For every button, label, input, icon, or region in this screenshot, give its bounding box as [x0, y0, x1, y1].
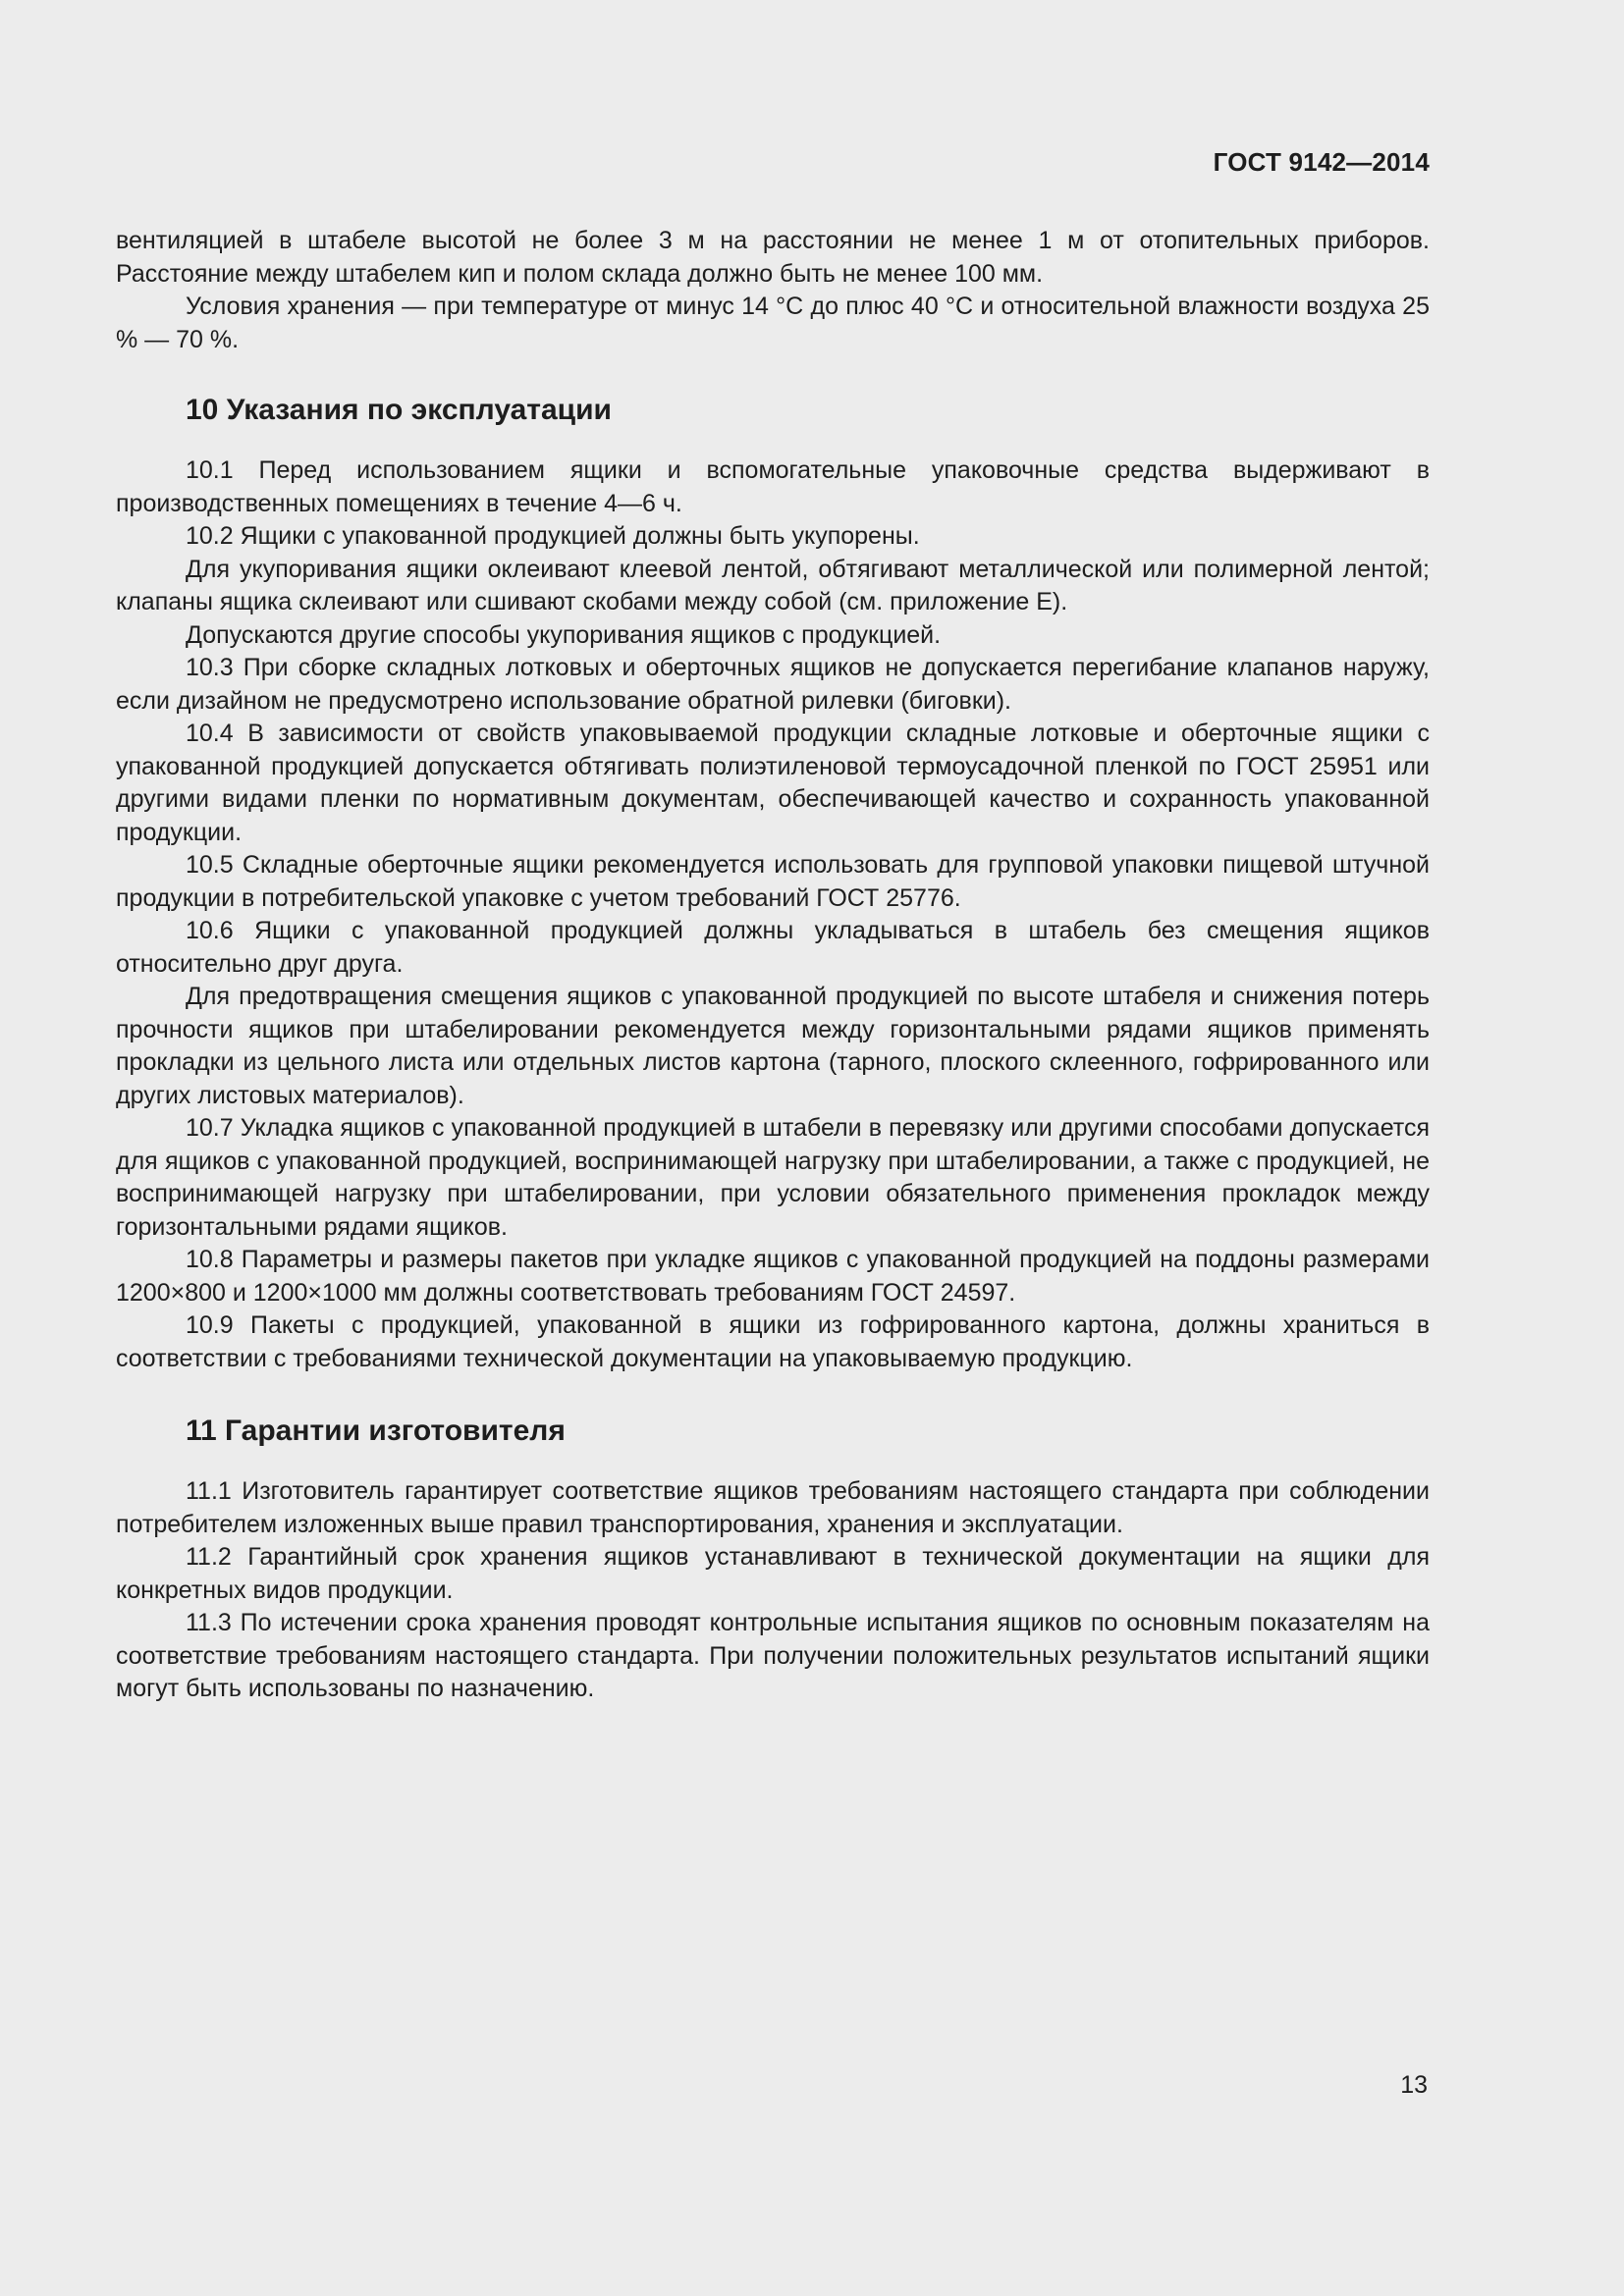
section-10-paragraph: Для укупоривания ящики оклеивают клеевой лентой, обтягивают металлической или полимерной лентой; клапаны ящика склеивают или сшивают скобами между собой (см. приложение Е).: [116, 555, 1430, 615]
section-10-paragraph: 10.8 Параметры и размеры пакетов при укладке ящиков с упакованной продукцией на поддоны размерами 1200×800 и 1200×1000 мм должны соответствовать требованиям ГОСТ 24597.: [116, 1246, 1430, 1307]
section-10-paragraph: 10.6 Ящики с упакованной продукцией должны укладываться в штабель без смещения ящиков относительно друг друга.: [116, 917, 1430, 978]
section-10-paragraph: 10.7 Укладка ящиков с упакованной продукцией в штабели в перевязку или другими способами допускается для ящиков с упакованной продукцией, воспринимающей нагрузку при штабелировании, а также с продукцией, не воспринимающей нагрузку при штабелировании, при условии обязательного применения прокладок между горизонтальными рядами ящиков.: [116, 1114, 1430, 1241]
section-10-paragraph: 10.5 Складные оберточные ящики рекомендуется использовать для групповой упаковки пищевой штучной продукции в потребительской упаковке с учетом требований ГОСТ 25776.: [116, 851, 1430, 912]
section-11-paragraph: 11.1 Изготовитель гарантирует соответствие ящиков требованиям настоящего стандарта при соблюдении потребителем изложенных выше правил транспортирования, хранения и эксплуатации.: [116, 1477, 1430, 1538]
page-number: 13: [1400, 2071, 1428, 2099]
section-10-paragraph: 10.9 Пакеты с продукцией, упакованной в ящики из гофрированного картона, должны храниться в соответствии с требованиями технической документации на упаковываемую продукцию.: [116, 1311, 1430, 1372]
section-10-paragraph: 10.3 При сборке складных лотковых и оберточных ящиков не допускается перегибание клапанов наружу, если дизайном не предусмотрено использование обратной рилевки (биговки).: [116, 654, 1430, 715]
section-11-paragraph: 11.2 Гарантийный срок хранения ящиков устанавливают в технической документации на ящики для конкретных видов продукции.: [116, 1543, 1430, 1604]
section-11-heading: 11 Гарантии изготовителя: [186, 1415, 566, 1447]
section-10-paragraph: Допускаются другие способы укупоривания ящиков с продукцией.: [186, 620, 942, 649]
section-10-paragraph: 10.4 В зависимости от свойств упаковываемой продукции складные лотковые и оберточные ящики с упакованной продукцией допускается обтягивать полиэтиленовой термоусадочной пленкой по ГОСТ 25951 или другими видами пленки по нормативным документам, обеспечивающей качество и сохранность упакованной продукции.: [116, 720, 1430, 846]
section-10-heading: 10 Указания по эксплуатации: [186, 394, 613, 426]
section-10-paragraph: 10.2 Ящики с упакованной продукцией должны быть укупорены.: [186, 522, 920, 550]
section-10-paragraph: Для предотвращения смещения ящиков с упакованной продукцией по высоте штабеля и снижения потерь прочности ящиков при штабелировании рекомендуется между горизонтальными рядами ящиков применять прокладки из цельного листа или отдельных листов картона (тарного, плоского склеенного, гофрированного или других листовых материалов).: [116, 983, 1430, 1109]
section-11-paragraph: 11.3 По истечении срока хранения проводят контрольные испытания ящиков по основным показателям на соответствие требованиям настоящего стандарта. При получении положительных результатов испытаний ящики могут быть использованы по назначению.: [116, 1609, 1430, 1702]
document-code-header: ГОСТ 9142—2014: [1213, 147, 1430, 177]
intro-paragraph: Условия хранения — при температуре от минус 14 °С до плюс 40 °С и относительной влажности воздуха 25 % — 70 %.: [116, 293, 1430, 353]
section-10-paragraph: 10.1 Перед использованием ящики и вспомогательные упаковочные средства выдерживают в производственных помещениях в течение 4—6 ч.: [116, 456, 1430, 517]
intro-paragraph: вентиляцией в штабеле высотой не более 3 м на расстоянии не менее 1 м от отопительных приборов. Расстояние между штабелем кип и полом склада должно быть не менее 100 мм.: [116, 227, 1430, 288]
document-body: [116, 225, 1430, 1706]
